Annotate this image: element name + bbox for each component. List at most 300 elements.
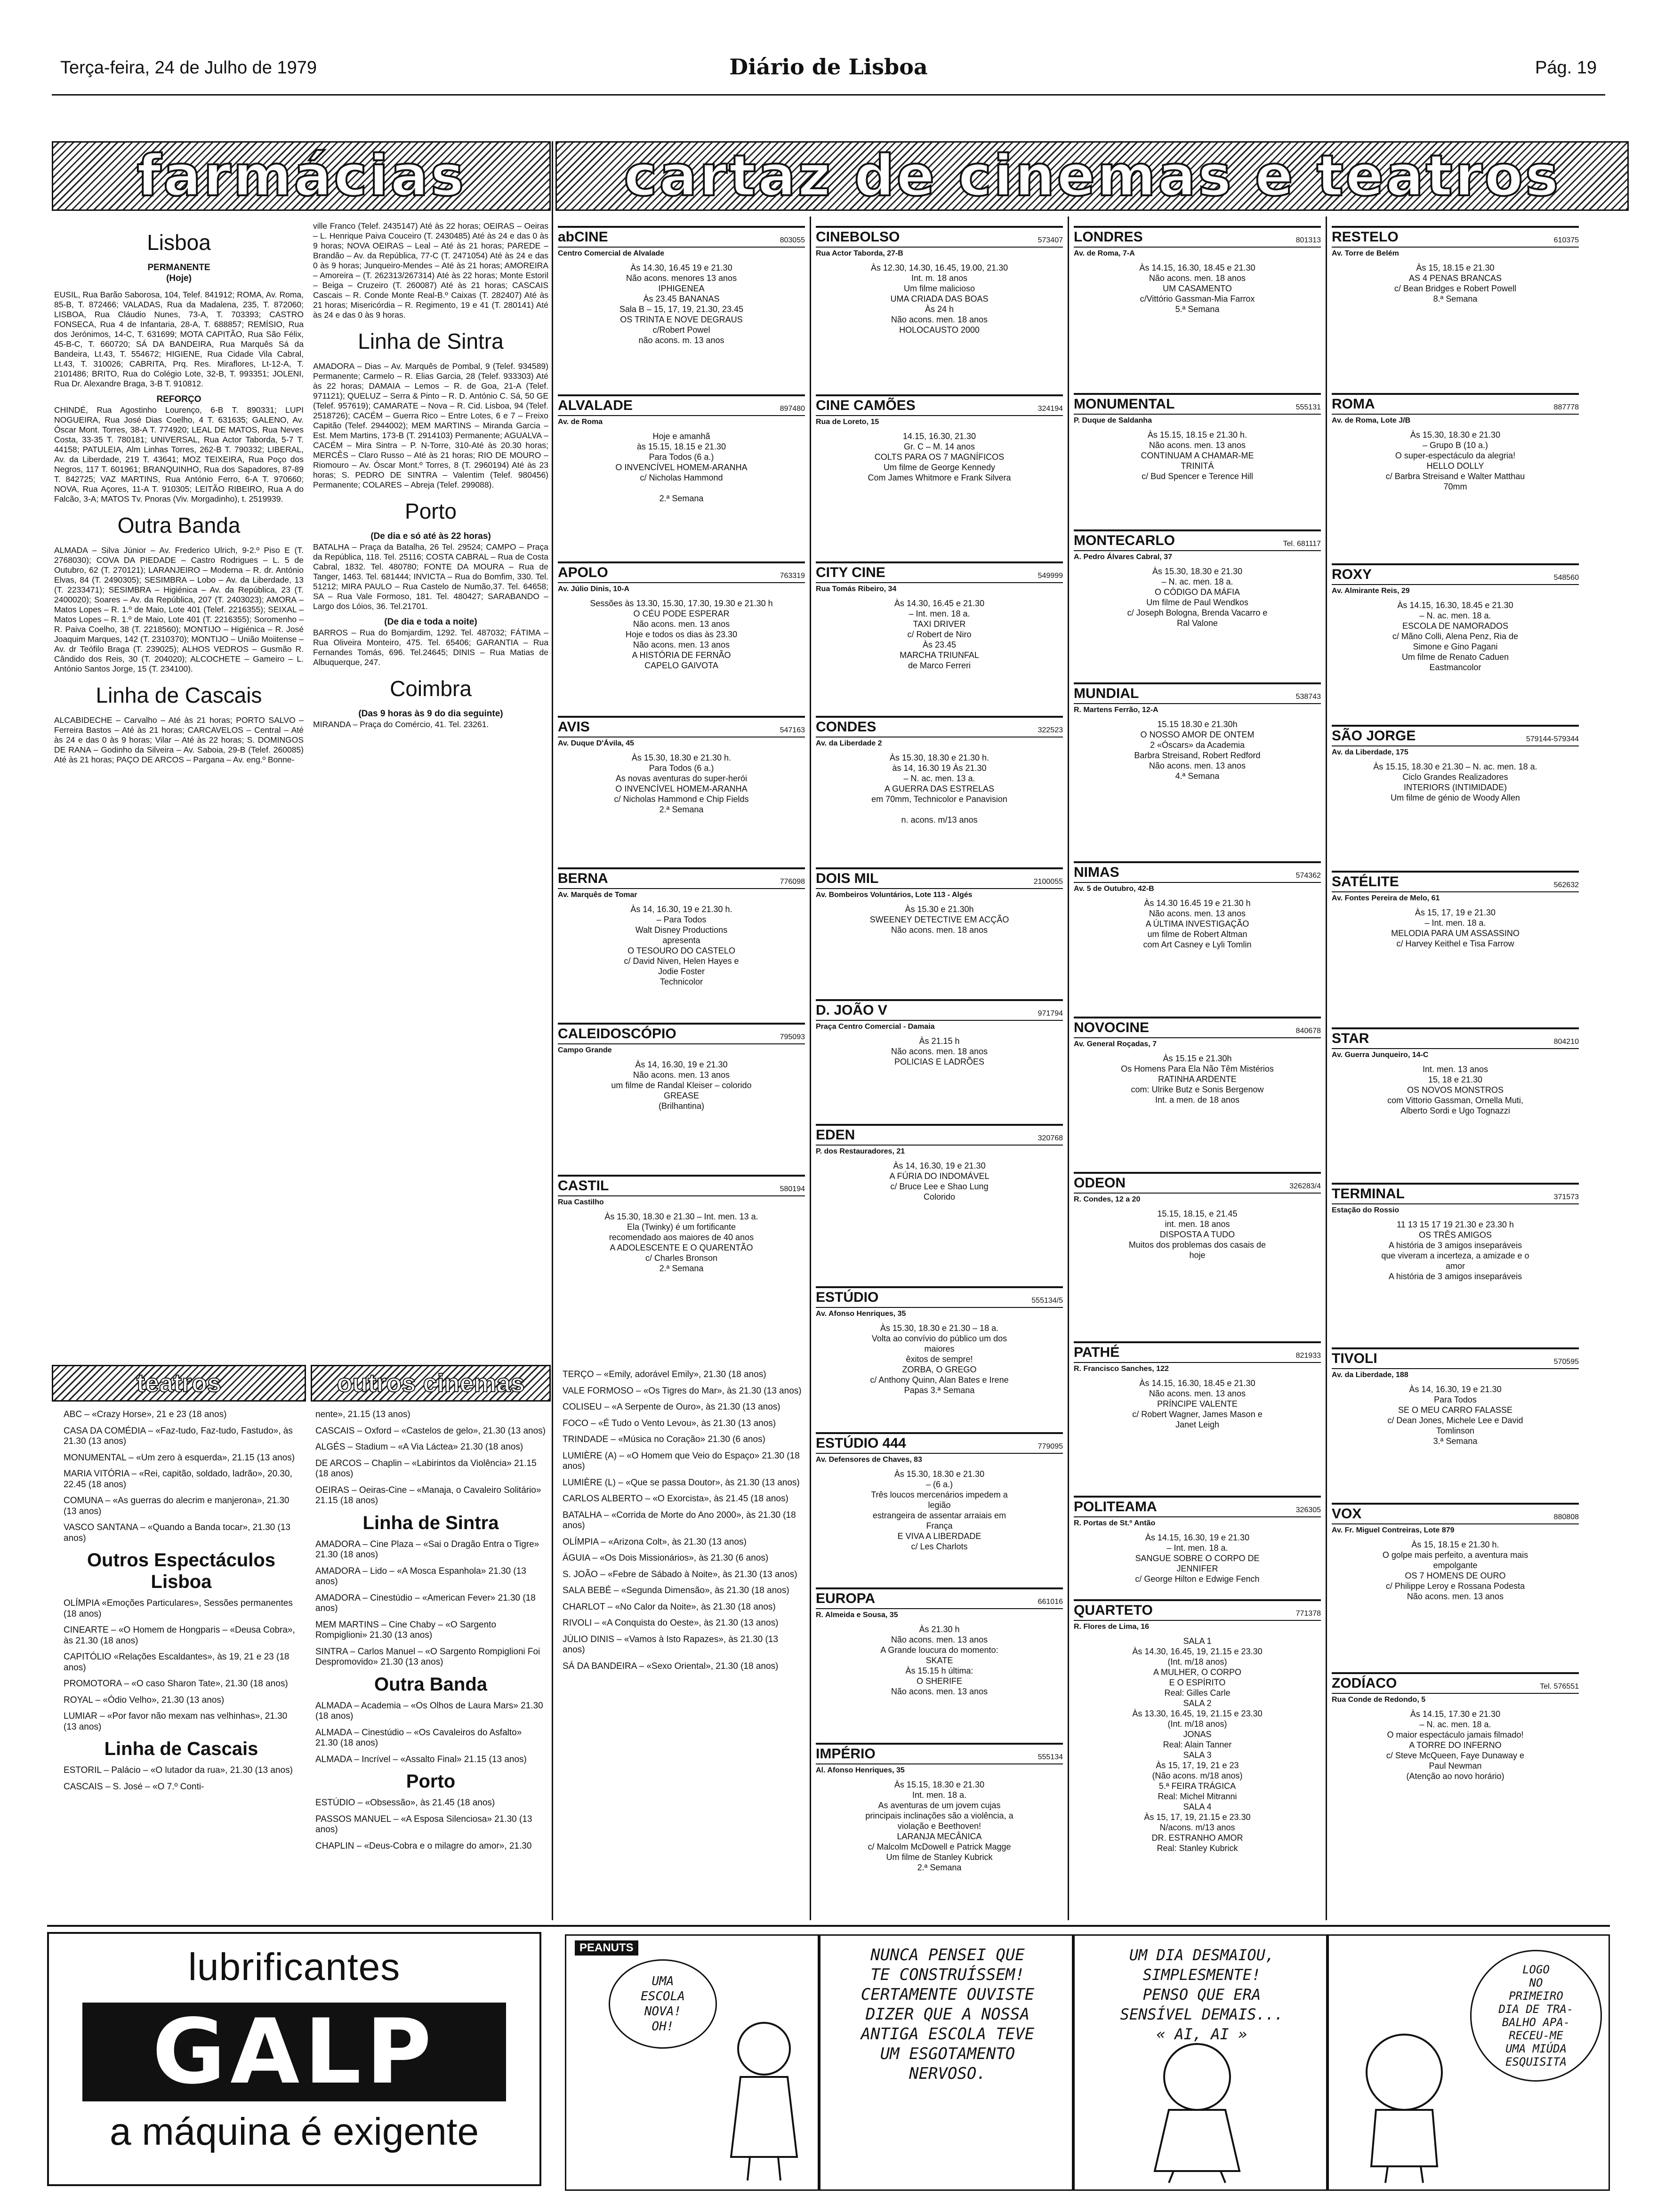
list-item: CARLOS ALBERTO – «O Exorcista», às 21.45 (18 anos) bbox=[563, 1494, 788, 1504]
section-heading: Outros Espectáculos bbox=[87, 1550, 276, 1571]
list-item: ALMADA – Cinestúdio – «Os Cavaleiros do Asfalto» 21.30 (18 anos) bbox=[315, 1727, 522, 1748]
cinema-listing bbox=[816, 1587, 1063, 1743]
pharmacy-list: BATALHA – Praça da Batalha, 26 Tel. 29524; CAMPO – Praça da República, 118. Tel. 25116; COSTA CABRAL – Rua de Costa Cabral, 1832. Tel. 480780; FONTE DA MOURA – Rua de Tanger, 1463. Tel. 681444; INVICTA – Rua do Bomfim, 330. Tel. 51212; MIRA PAULO – Rua Castelo de Numão,37. Tel. 64658; SA – Rua Vale Formoso, 181. Tel. 480427; SARABANDO – Largo dos Lóios, 36. Tel.21701. bbox=[313, 542, 548, 611]
cinema-name: STAR bbox=[1332, 1031, 1369, 1046]
cinema-name: QUARTETO bbox=[1074, 1603, 1153, 1618]
cinema-address: Centro Comercial de Alvalade bbox=[558, 247, 805, 263]
cinema-name: CINEBOLSO bbox=[816, 229, 900, 245]
cinema-name: ESTÚDIO 444 bbox=[816, 1435, 906, 1451]
cinema-name-row bbox=[558, 718, 805, 736]
cinema-address: Av. da Liberdade, 188 bbox=[1332, 1368, 1579, 1384]
cinema-programme: Às 15.15 e 21.30h Os Homens Para Ela Não Têm Mistérios RATINHA ARDENTE com: Ulrike Butz e Sonis Bergenow Int. a men. de 18 anos bbox=[1121, 1054, 1274, 1105]
cinema-listing bbox=[1332, 725, 1579, 871]
cinema-name: POLITEAMA bbox=[1074, 1499, 1157, 1515]
cinema-name: CITY CINE bbox=[816, 565, 885, 580]
cinema-programme: Às 15, 17, 19 e 21.30 – Int. men. 18 a. MELODIA PARA UM ASSASSINO c/ Harvey Keithel e Tisa Farrow bbox=[1391, 908, 1520, 948]
cinema-name-row bbox=[816, 1745, 1063, 1763]
cinema-phone: 795093 bbox=[780, 1033, 805, 1041]
cinema-programme: Às 15.30 e 21.30h SWEENEY DETECTIVE EM ACÇÃO Não acons. men. 18 anos bbox=[869, 905, 1009, 935]
list-item: TERÇO – «Emily, adorável Emily», 21.30 (18 anos) bbox=[563, 1370, 766, 1379]
cinema-address: Estação do Rossio bbox=[1332, 1203, 1579, 1219]
cinema-name-row bbox=[816, 228, 1063, 246]
list-item: FOCO – «É Tudo o Vento Levou», às 21.30 (13 anos) bbox=[563, 1418, 776, 1428]
list-item: ALMADA – Academia – «Os Olhos de Laura Mars» 21.30 (18 anos) bbox=[315, 1700, 543, 1721]
cinema-programme: 15.15, 18.15, e 21.45 int. men. 18 anos DISPOSTA A TUDO Muitos dos problemas dos casais de hoje bbox=[1128, 1209, 1266, 1260]
cinema-listing bbox=[1074, 1496, 1321, 1599]
galp-advertisement bbox=[47, 1932, 541, 2186]
cinema-phone: 322523 bbox=[1038, 726, 1063, 734]
cinema-address: Av. Afonso Henriques, 35 bbox=[816, 1307, 1063, 1323]
list-item: VASCO SANTANA – «Quando a Banda tocar», 21.30 (13 anos) bbox=[64, 1523, 290, 1543]
speech-bubble: UMA ESCOLA NOVA! OH! bbox=[609, 1959, 717, 2049]
cinema-listing bbox=[1332, 1183, 1579, 1347]
cinema-address: Rua Actor Taborda, 27-B bbox=[816, 247, 1063, 263]
cinema-address: Av. Fr. Miguel Contreiras, Lote 879 bbox=[1332, 1523, 1579, 1539]
cinema-name-row bbox=[1332, 1674, 1579, 1692]
cinema-programme: Às 15.15, 18.15 e 21.30 h. Não acons. men. 13 anos CONTINUAM A CHAMAR-ME TRINITÁ c/ Bud Spencer e Terence Hill bbox=[1141, 430, 1254, 481]
cinema-phone: 840678 bbox=[1295, 1027, 1321, 1035]
cinema-phone: 579144-579344 bbox=[1526, 735, 1579, 743]
list-item: ROYAL – «Ódio Velho», 21.30 (13 anos) bbox=[64, 1695, 225, 1705]
cinema-programme: Às 15, 18.15 e 21.30 AS 4 PENAS BRANCAS c/ Bean Bridges e Robert Powell 8.ª Semana bbox=[1394, 263, 1517, 304]
cinema-name-row bbox=[816, 1001, 1063, 1019]
cinema-programme: Às 15.30, 18.30 e 21.30 – (6 a.) Três loucos mercenários impedem a legião estrangeira de assentar arraiais em França E VIVA A LIBERDADE c/ Les Charlots bbox=[871, 1469, 1008, 1551]
cinema-name-row bbox=[816, 1288, 1063, 1306]
cinema-programme: Às 15.30, 18.30 e 21.30 – Grupo B (10 a.) O super-espectáculo da alegria! HELLO DOLLY c/ Barbra Streisand e Walter Matthau 70mm bbox=[1385, 430, 1525, 491]
cinema-phone: 801313 bbox=[1295, 236, 1321, 244]
cinema-phone: 897480 bbox=[780, 405, 805, 413]
cinema-listing bbox=[1332, 1503, 1579, 1672]
cinema-listing bbox=[816, 1743, 1063, 1920]
cinema-listing bbox=[816, 1286, 1063, 1432]
cinema-programme: Às 15.15, 18.30 e 21.30 – N. ac. men. 18 a. Ciclo Grandes Realizadores INTERIORS (INTIMIDADE) Um filme de génio de Woody Allen bbox=[1373, 762, 1537, 802]
cinema-name-row bbox=[816, 1589, 1063, 1607]
cinema-name: CASTIL bbox=[558, 1178, 609, 1194]
cinema-phone: 971794 bbox=[1038, 1010, 1063, 1018]
cinema-programme: SALA 1 Às 14.30, 16.45, 19, 21.15 e 23.30 (Int. m/18 anos) A MULHER, O CORPO E O ESPÍRITO Real: Gilles Carle SALA 2 Às 13.30, 16.45, 19, 21.15 e 23.30 (Int. m/18 anos) JONAS Real: Alain Tanner SALA 3 Às 15, 17, 19, 21 e 23 (Não acons. m/18 anos) 5.ª FEIRA TRÁGICA Real: Michel Mitranni SALA 4 Às 15, 17, 19, 21.15 e 23.30 N/acons. m/13 anos DR. ESTRANHO AMOR Real: Stanley Kubrick bbox=[1132, 1636, 1263, 1853]
cinema-name: MUNDIAL bbox=[1074, 686, 1139, 701]
cinema-listing bbox=[1332, 563, 1579, 725]
cinema-name-row bbox=[1074, 1343, 1321, 1361]
cinema-programme: 14.15, 16.30, 21.30 Gr. C – M. 14 anos COLTS PARA OS 7 MAGNÍFICOS Um filme de George Kennedy Com James Whitmore e Frank Silvera bbox=[868, 432, 1011, 482]
cinema-name: CONDES bbox=[816, 719, 877, 735]
column-rule bbox=[1326, 216, 1327, 1920]
cinema-name: ZODÍACO bbox=[1332, 1675, 1397, 1691]
cinema-name-row bbox=[1332, 395, 1579, 413]
cinema-name-row bbox=[558, 396, 805, 414]
list-item: CASCAIS – Oxford – «Castelos de gelo», 21.30 (13 anos) bbox=[315, 1426, 546, 1436]
cinema-name-row bbox=[1074, 1174, 1321, 1192]
cinema-name-row bbox=[816, 396, 1063, 414]
cinema-phone: 326305 bbox=[1295, 1506, 1321, 1514]
cinema-address: Av. da Liberdade 2 bbox=[816, 737, 1063, 753]
cinema-phone: 887778 bbox=[1553, 403, 1579, 411]
comic-panel-2 bbox=[819, 1934, 1073, 2191]
cinema-name: EUROPA bbox=[816, 1591, 876, 1606]
cinema-address: P. Duque de Saldanha bbox=[1074, 414, 1321, 430]
cinema-name: CINE CAMÕES bbox=[816, 398, 916, 413]
cinema-address: Rua Castilho bbox=[558, 1195, 805, 1211]
list-item: DE ARCOS – Chaplin – «Labirintos da Violência» 21.15 (18 anos) bbox=[315, 1458, 537, 1479]
cinema-name-row bbox=[1332, 1505, 1579, 1523]
list-item: LUMIÈRE (L) – «Que se passa Doutor», às 21.30 (13 anos) bbox=[563, 1477, 800, 1488]
list-item: ESTORIL – Palácio – «O lutador da rua», 21.30 (13 anos) bbox=[64, 1765, 293, 1775]
cinema-name-row bbox=[1074, 531, 1321, 549]
cinema-name: SATÉLITE bbox=[1332, 874, 1399, 890]
cinema-listing bbox=[1074, 1341, 1321, 1496]
cinema-phone: 771378 bbox=[1295, 1610, 1321, 1618]
cinema-programme: Às 15.30, 18.30 e 21.30 – N. ac. men. 18 a. O CÓDIGO DA MÁFIA Um filme de Paul Wendkos c/ Joseph Bologna, Brenda Vacarro e Ral Valone bbox=[1127, 567, 1268, 628]
cinema-name: NIMAS bbox=[1074, 865, 1119, 880]
cinema-address: R. Francisco Sanches, 122 bbox=[1074, 1362, 1321, 1378]
cinema-name: MONTECARLO bbox=[1074, 533, 1175, 548]
cinema-listing bbox=[816, 999, 1063, 1124]
column-rule bbox=[552, 141, 553, 1920]
cinema-programme: Às 14.15, 16.30, 18.45 e 21.30 – N. ac. men. 18 a. ESCOLA DE NAMORADOS c/ Mãno Colli, Alena Penz, Ria de Simone e Gino Pagani Um filme de Renato Caduen Eastmancolor bbox=[1392, 601, 1519, 672]
cinema-address: Av. Almirante Reis, 29 bbox=[1332, 584, 1579, 600]
girl-figure-icon bbox=[1136, 2039, 1258, 2185]
cinema-programme: Às 15, 18.15 e 21.30 h. O golpe mais perfeito, a aventura mais empolgante OS 7 HOMENS DE OURO c/ Philippe Leroy e Rossana Podesta Não acons. men. 13 anos bbox=[1382, 1540, 1528, 1601]
cinema-address: Rua Conde de Redondo, 5 bbox=[1332, 1693, 1579, 1709]
subheading: (De dia e só até às 22 horas) bbox=[370, 531, 491, 541]
cinema-name: D. JOÃO V bbox=[816, 1002, 887, 1018]
list-item: BATALHA – «Corrida de Morte do Ano 2000», às 21.30 (18 anos) bbox=[563, 1510, 796, 1531]
cinema-programme: Às 21.15 h Não acons. men. 18 anos POLICIAS E LADRÕES bbox=[891, 1036, 988, 1066]
cinema-address: Rua Tomás Ribeiro, 34 bbox=[816, 582, 1063, 598]
cinema-listing bbox=[816, 226, 1063, 385]
section-heading: Linha de Cascais bbox=[104, 1739, 258, 1759]
cinema-programme: Às 21.30 h Não acons. men. 13 anos A Grande loucura do momento: SKATE Às 15.15 h última: O SHERIFE Não acons. men. 13 anos bbox=[880, 1625, 998, 1696]
cinema-name-row bbox=[558, 563, 805, 581]
cinema-name-row bbox=[1074, 1018, 1321, 1036]
cinema-name-row bbox=[816, 869, 1063, 887]
cinema-programme: Hoje e amanhã às 15.15, 18.15 e 21.30 Para Todos (6 a.) O INVENCÍVEL HOMEM-ARANHA c/ Nicholas Hammond 2.ª Semana bbox=[615, 432, 748, 503]
cinema-phone: 610375 bbox=[1553, 236, 1579, 244]
cinema-listing bbox=[558, 394, 805, 517]
list-item: MARIA VITÓRIA – «Rei, capitão, soldado, ladrão», 20.30, 22.45 (18 anos) bbox=[64, 1469, 292, 1490]
cinema-phone: 547163 bbox=[780, 726, 805, 734]
cinema-programme: Às 15.30, 18.30 e 21.30 h. Para Todos (6 a.) As novas aventuras do super-herói O INVENCÍVEL HOMEM-ARANHA c/ Nicholas Hammond e Chip Fields 2.ª Semana bbox=[614, 753, 749, 814]
cinema-address: R. Flores de Lima, 16 bbox=[1074, 1620, 1321, 1636]
list-item: PASSOS MANUEL – «A Esposa Silenciosa» 21.30 (13 anos) bbox=[315, 1814, 532, 1835]
cinema-address: Av. Júlio Dinis, 10-A bbox=[558, 582, 805, 598]
list-item: AMADORA – Cine Plaza – «Sai o Dragão Entra o Tigre» 21.30 (18 anos) bbox=[315, 1539, 539, 1560]
other-cinemas-list-2 bbox=[563, 1370, 803, 1920]
cinema-address: Av. General Roçadas, 7 bbox=[1074, 1037, 1321, 1053]
cinema-phone: 763319 bbox=[780, 572, 805, 580]
cinema-phone: 880808 bbox=[1553, 1513, 1579, 1521]
cinema-address: R. Martens Ferrão, 12-A bbox=[1074, 703, 1321, 719]
list-item: VALE FORMOSO – «Os Tigres do Mar», às 21.30 (13 anos) bbox=[563, 1386, 802, 1396]
cinema-address: Av. de Roma bbox=[558, 415, 805, 431]
cinema-phone: 555134 bbox=[1038, 1753, 1063, 1761]
cinema-programme: Às 14, 16.30, 19 e 21.30 h. – Para Todos Walt Disney Productions apresenta O TESOURO DO CASTELO c/ David Niven, Helen Hayes e Jodie Foster Technicolor bbox=[624, 905, 739, 986]
subheading: PERMANENTE bbox=[147, 263, 210, 272]
cinema-programme: Às 14, 16.30, 19 e 21.30 Para Todos SE O MEU CARRO FALASSE c/ Dean Jones, Michele Lee e David Tomlinson 3.ª Semana bbox=[1387, 1385, 1523, 1446]
speech-text: NUNCA PENSEI QUE TE CONSTRUÍSSEM! CERTAMENTE OUVISTE DIZER QUE A NOSSA ANTIGA ESCOLA TEVE UM ESGOTAMENTO NERVOSO. bbox=[861, 1946, 1035, 2083]
list-item: CHAPLIN – «Deus-Cobra e o milagre do amor», 21.30 bbox=[315, 1841, 532, 1851]
cinema-phone: 776098 bbox=[780, 878, 805, 886]
pharmacies-column-1 bbox=[54, 221, 304, 1351]
section-heading: Porto bbox=[405, 499, 457, 523]
cinema-name-row bbox=[1074, 1601, 1321, 1619]
ad-slogan: a máquina é exigente bbox=[109, 2110, 479, 2153]
cinema-listing bbox=[558, 1023, 805, 1175]
cinema-programme: Às 15.15, 18.30 e 21.30 Int. men. 18 a. As aventuras de um jovem cujas principais inclinações são a violência, a violação e Beethoven! LARANJA MECÂNICA c/ Malcolm McDowell e Patrick Magge Um filme de Stanley Kubrick 2.ª Semana bbox=[865, 1780, 1014, 1872]
cinema-programme: Às 14.30, 16.45 e 21.30 – Int. men. 18 a. TAXI DRIVER c/ Robert de Niro Às 23.45 MARCHA TRIUNFAL de Marco Ferreri bbox=[894, 599, 985, 670]
cinema-programme: Às 14.15, 16.30, 18.45 e 21.30 Não acons. men. 18 anos UM CASAMENTO c/Vittório Gassman-Mia Farrox 5.ª Semana bbox=[1139, 263, 1255, 314]
list-item: OLÍMPIA – «Arizona Colt», às 21.30 (13 anos) bbox=[563, 1537, 747, 1547]
list-item: ABC – «Crazy Horse», 21 e 23 (18 anos) bbox=[64, 1410, 227, 1419]
other-cinemas-list-1 bbox=[315, 1410, 546, 1918]
comic-panel-4 bbox=[1327, 1934, 1610, 2191]
cinema-name-row bbox=[1332, 228, 1579, 246]
cinema-phone: 549999 bbox=[1038, 572, 1063, 580]
cinema-name: BERNA bbox=[558, 871, 608, 886]
cinema-name-row bbox=[558, 1025, 805, 1042]
cinema-name: DOIS MIL bbox=[816, 871, 879, 886]
cinema-phone: 324194 bbox=[1038, 405, 1063, 413]
subheading: (De dia e toda a noite) bbox=[384, 617, 477, 627]
cinema-programme: Às 15.30, 18.30 e 21.30 – Int. men. 13 a. Ela (Twinky) é um fortificante recomendado aos maiores de 40 anos A ADOLESCENTE E O QUARENTÃO c/ Charles Bronson 2.ª Semana bbox=[604, 1212, 758, 1273]
list-item: SINTRA – Carlos Manuel – «O Sargento Rompiglioni Foi Despromovido» 21.30 (13 anos) bbox=[315, 1646, 540, 1667]
cinema-address: Av. 5 de Outubro, 42-B bbox=[1074, 882, 1321, 898]
cinema-name-row bbox=[1074, 684, 1321, 702]
cinema-address: P. dos Restauradores, 21 bbox=[816, 1145, 1063, 1161]
cinema-listing bbox=[558, 716, 805, 867]
cinema-phone: 2100055 bbox=[1033, 878, 1063, 886]
cinema-address: Av. Marquês de Tomar bbox=[558, 888, 805, 904]
section-heading: Outra Banda bbox=[374, 1674, 488, 1695]
cinema-phone: 574362 bbox=[1295, 872, 1321, 880]
subheading: (Hoje) bbox=[166, 273, 192, 283]
cinema-programme: Às 12.30, 14.30, 16.45, 19.00, 21.30 Int. m. 18 anos Um filme malicioso UMA CRIADA DAS BOAS Às 24 h Não acons. men. 18 anos HOLOCAUSTO 2000 bbox=[870, 263, 1008, 335]
section-rule bbox=[47, 1925, 1610, 1927]
section-heading: Lisboa bbox=[147, 230, 211, 255]
list-item: MEM MARTINS – Cine Chaby – «O Sargento Rompiglioni» 21.30 (13 anos) bbox=[315, 1619, 497, 1640]
cinema-name-row bbox=[558, 228, 805, 246]
cinema-programme: 11 13 15 17 19 21.30 e 23.30 h OS TRÊS AMIGOS A história de 3 amigos inseparáveis que viveram a incerteza, a amizade e o amor A história de 3 amigos inseparáveis bbox=[1381, 1220, 1529, 1281]
cinema-programme: Às 14, 16.30, 19 e 21.30 A FÚRIA DO INDOMÁVEL c/ Bruce Lee e Shao Lung Colorido bbox=[889, 1161, 989, 1202]
list-item: nente», 21.15 (13 anos) bbox=[315, 1410, 410, 1419]
cinema-name-row bbox=[816, 563, 1063, 581]
cinema-programme: Às 14.30 16.45 19 e 21.30 h Não acons. men. 13 anos A ÚLTIMA INVESTIGAÇÃO um filme de Robert Altman com Art Casney e Lyli Tomlin bbox=[1143, 898, 1252, 949]
cinema-name: MONUMENTAL bbox=[1074, 396, 1175, 412]
speech-bubble: LOGO NO PRIMEIRO DIA DE TRA- BALHO APA- RECEU-ME UMA MIÚDA ESQUISITA bbox=[1470, 1950, 1602, 2082]
list-item: TRINDADE – «Música no Coração» 21.30 (6 anos) bbox=[563, 1435, 765, 1444]
cinema-listing bbox=[1074, 1017, 1321, 1172]
cinema-name: VOX bbox=[1332, 1506, 1362, 1522]
pharmacy-list: EUSIL, Rua Barão Saborosa, 104, Telef. 841912; ROMA, Av. Roma, 85-B, T. 872466; VALADAS, Rua da Madalena, 235, T. 872060; LISBOA, Rua Cláudio Nunes, 73-A, T. 703393; CASTRO FONSECA, Rua 4 de Infantaria, 28-A, T. 688857; REMÍSIO, Rua dos Jerónimos, 14-C, T. 631699; MOTA CAPITÃO, Rua São Félix, 45-B-C, T. 660720; SÁ DA BANDEIRA, Rua Marquês Sá da Bandeira, Lt.43, T. 554672; HIGIENE, Rua Cidade Vila Cabral, Lt.43, T. 310026; CABRITA, Prq. Res. Miraflores, Lt-12-A, T. 2101486; BRITO, Rua do Colégio Lote, 32-B, T. 993351; JOLENI, Rua Dr. Alexandre Braga, 3-B T. 910812. bbox=[54, 290, 304, 388]
cinema-programme: Às 14, 16.30, 19 e 21.30 Não acons. men. 13 anos um filme de Randal Kleiser – colorido GREASE (Brilhantina) bbox=[611, 1060, 752, 1111]
cinema-phone: 320768 bbox=[1038, 1134, 1063, 1142]
cinema-programme: Às 14.15, 16.30, 19 e 21.30 – Int. men. 18 a. SANGUE SOBRE O CORPO DE JENNIFER c/ George Hilton e Edwige Fench bbox=[1135, 1533, 1260, 1584]
list-item: CINEARTE – «O Homem de Hongparis – «Deusa Cobra», às 21.30 (18 anos) bbox=[64, 1625, 295, 1646]
list-item: SALA BEBÉ – «Segunda Dimensão», às 21.30 (18 anos) bbox=[563, 1586, 789, 1595]
cinema-listing bbox=[1332, 1347, 1579, 1503]
cinema-programme: Às 15.30, 18.30 e 21.30 h. às 14, 16.30 19 Às 21.30 – N. ac. men. 13 a. A GUERRA DAS ESTRELAS em 70mm, Technicolor e Panavision n. acons. m/13 anos bbox=[871, 753, 1007, 825]
boy-figure-icon bbox=[1348, 2030, 1461, 2185]
ad-headline: lubrificantes bbox=[188, 1946, 401, 1988]
cinema-address: Av. Defensores de Chaves, 83 bbox=[816, 1453, 1063, 1469]
peanuts-logo: PEANUTS bbox=[575, 1940, 638, 1956]
pharmacy-list: MIRANDA – Praça do Comércio, 41. Tel. 23261. bbox=[313, 720, 489, 729]
cinema-name-row bbox=[1332, 1029, 1579, 1047]
girl-figure-icon bbox=[722, 2016, 806, 2185]
cinema-name-row bbox=[1074, 395, 1321, 413]
column-rule bbox=[1068, 216, 1069, 1920]
cinema-phone: 570595 bbox=[1553, 1358, 1579, 1366]
section-heading: Linha de Sintra bbox=[362, 1512, 499, 1533]
cinema-name-row bbox=[1332, 1185, 1579, 1202]
cinema-name-row bbox=[816, 1126, 1063, 1144]
cinema-programme: Às 14.15, 17.30 e 21.30 – N. ac. men. 18 a. O maior espectáculo jamais filmado! A TORRE DO INFERNO c/ Steve McQueen, Faye Dunaway e Paul Newman (Atenção ao novo horário) bbox=[1386, 1709, 1525, 1781]
masthead: Diário de Lisboa bbox=[729, 54, 928, 80]
section-heading: Linha de Sintra bbox=[358, 329, 504, 353]
cinema-phone: 555131 bbox=[1295, 403, 1321, 411]
other-cinemas-banner bbox=[311, 1365, 551, 1402]
cinema-phone: 573407 bbox=[1038, 236, 1063, 244]
cinema-phone: 548560 bbox=[1553, 574, 1579, 582]
list-item: CHARLOT – «No Calor da Noite», às 21.30 (18 anos) bbox=[563, 1602, 776, 1612]
cinema-name: SÃO JORGE bbox=[1332, 728, 1416, 744]
list-item: CAPITÓLIO «Relações Escaldantes», às 19, 21 e 23 (18 anos) bbox=[64, 1652, 290, 1673]
cinema-name: EDEN bbox=[816, 1127, 855, 1143]
cinema-name: ODEON bbox=[1074, 1175, 1126, 1191]
cinema-name: AVIS bbox=[558, 719, 590, 735]
cinema-name-row bbox=[1332, 873, 1579, 890]
cinema-phone: Tel. 576551 bbox=[1540, 1683, 1579, 1691]
list-item: LUMIAR – «Por favor não mexam nas velhinhas», 21.30 (13 anos) bbox=[64, 1711, 288, 1732]
cinema-listing bbox=[558, 867, 805, 1023]
cinema-name-row bbox=[1332, 1349, 1579, 1367]
list-item: ESTÚDIO – «Obsessão», às 21.45 (18 anos) bbox=[315, 1798, 495, 1808]
section-heading: Coimbra bbox=[390, 676, 472, 701]
cinema-name-row bbox=[816, 1434, 1063, 1452]
cinema-name: ALVALADE bbox=[558, 398, 633, 413]
cinema-name-row bbox=[1074, 1498, 1321, 1515]
subheading: REFORÇO bbox=[156, 394, 201, 404]
cinema-programme: Int. men. 13 anos 15, 18 e 21.30 OS NOVOS MONSTROS com Vittorio Gassman, Ornella Muti, Alberto Sordi e Ugo Tognazzi bbox=[1387, 1065, 1523, 1115]
speech-text: UM DIA DESMAIOU, SIMPLESMENTE! PENSO QUE ERA SENSÍVEL DEMAIS... « AI, AI » bbox=[1120, 1946, 1284, 2043]
cinema-name: ROXY bbox=[1332, 567, 1372, 582]
cinema-listing bbox=[816, 1432, 1063, 1587]
cinema-name: TERMINAL bbox=[1332, 1186, 1405, 1202]
cinema-address: Av. Guerra Junqueiro, 14-C bbox=[1332, 1048, 1579, 1064]
comic-panel-1 bbox=[565, 1934, 819, 2191]
cinema-name-row bbox=[558, 869, 805, 887]
cinema-name: RESTELO bbox=[1332, 229, 1399, 245]
issue-date: Terça-feira, 24 de Julho de 1979 bbox=[60, 58, 317, 78]
cinema-listing bbox=[816, 561, 1063, 716]
cinema-name: abCINE bbox=[558, 229, 608, 245]
cinema-address: Praça Centro Comercial - Damaia bbox=[816, 1020, 1063, 1036]
theatres-banner bbox=[52, 1365, 306, 1402]
list-item: LUMIÈRE (A) – «O Homem que Veio do Espaço» 21.30 (18 anos) bbox=[563, 1451, 800, 1471]
cinema-address: R. Almeida e Sousa, 35 bbox=[816, 1608, 1063, 1624]
cinema-listing bbox=[816, 394, 1063, 561]
cinema-phone: Tel. 681117 bbox=[1283, 540, 1321, 548]
cinema-listing bbox=[1332, 226, 1579, 393]
cinemas-banner bbox=[555, 141, 1629, 211]
list-item: ÁGUIA – «Os Dois Missionários», às 21.30 (6 anos) bbox=[563, 1553, 769, 1563]
cinema-address: Rua de Loreto, 15 bbox=[816, 415, 1063, 431]
cinema-programme: Sessões às 13.30, 15.30, 17.30, 19.30 e 21.30 h O CÉU PODE ESPERAR Não acons. men. 13 anos Hoje e todos os dias às 23.30 Não acons. men. 13 anos A HISTÓRIA DE FERNÃO CAPELO GAIVOTA bbox=[590, 599, 773, 670]
cinema-address: R. Portas de St.º Antão bbox=[1074, 1516, 1321, 1532]
theatres-title: teatros bbox=[136, 1369, 222, 1397]
cinema-name-row bbox=[1074, 228, 1321, 246]
cinema-phone: 821933 bbox=[1295, 1352, 1321, 1360]
cinema-name-row bbox=[558, 1177, 805, 1194]
cinema-address: Av. da Liberdade, 175 bbox=[1332, 745, 1579, 761]
list-item: PROMOTORA – «O caso Sharon Tate», 21.30 (18 anos) bbox=[64, 1679, 288, 1689]
comic-panel-3 bbox=[1073, 1934, 1327, 2191]
cinema-address: Av. Bombeiros Voluntários, Lote 113 - Algés bbox=[816, 888, 1063, 904]
cinema-listing bbox=[1074, 226, 1321, 393]
pharmacies-column-2 bbox=[313, 221, 548, 1351]
cinema-name-row bbox=[1332, 727, 1579, 745]
cinema-name-row bbox=[1332, 565, 1579, 583]
list-item: ALMADA – Incrível – «Assalto Final» 21.15 (13 anos) bbox=[315, 1754, 527, 1764]
cinema-address: Av. Duque D'Ávila, 45 bbox=[558, 737, 805, 753]
cinema-phone: 326283/4 bbox=[1289, 1182, 1321, 1190]
cinema-address: Av. de Roma, Lote J/B bbox=[1332, 414, 1579, 430]
cinema-phone: 779095 bbox=[1038, 1443, 1063, 1451]
cinema-address: R. Condes, 12 a 20 bbox=[1074, 1193, 1321, 1209]
cinema-listing bbox=[1332, 871, 1579, 1027]
page-number: Pág. 19 bbox=[1535, 58, 1597, 78]
cinema-programme: Às 15.30, 18.30 e 21.30 – 18 a. Volta ao convívio do público um dos maiores êxitos de sempre! ZORBA, O GREGO c/ Anthony Quinn, Alan Bates e Irene Papas 3.ª Semana bbox=[870, 1323, 1009, 1395]
cinemas-title: cartaz de cinemas e teatros bbox=[624, 143, 1560, 209]
cinema-phone: 803055 bbox=[780, 236, 805, 244]
cinema-name-row bbox=[816, 718, 1063, 736]
other-cinemas-title: outros cinemas bbox=[337, 1369, 525, 1397]
section-heading: Lisboa bbox=[151, 1571, 212, 1592]
cinema-listing bbox=[1074, 393, 1321, 529]
cinema-listing bbox=[816, 1124, 1063, 1286]
cinema-name: NOVOCINE bbox=[1074, 1020, 1150, 1035]
list-item: MONUMENTAL – «Um zero à esquerda», 21.15 (13 anos) bbox=[64, 1452, 295, 1463]
pharmacy-list: CHINDÉ, Rua Agostinho Lourenço, 6-B T. 890331; LUPI NOGUEIRA, Rua José Dias Coelho, 4 T. 631635; GALENO, Av. Óscar Mont. Torres, 38-A T. 774920; LEAL DE MATOS, Rua Neves Costa, 33-35 T. 780181; UNIVERSAL, Rua Actor Taborda, 5-7 T. 44158; PATULEIA, Alm Linhas Torres, 262-B T. 790332; LIBERAL, Av. da Liberdade, 219 T. 43641; MOZ TEIXEIRA, Rua Poço dos Negros, 117 T. 601961; BRANQUINHO, Rua dos Sapadores, 87-89 T. 842725; VAZ MARTINS, Rua António Ferro, 6-A T. 970660; NOVA, Rua Açores, 11-A T. 910305; LEITÃO RIBEIRO, Rua A do Falcão, 3-A; MATOS Tv. Pnoras (Viv. Morgadinho), t. 2519939. bbox=[54, 405, 304, 504]
cinema-name: ROMA bbox=[1332, 396, 1375, 412]
pharmacy-list: AMADORA – Dias – Av. Marquês de Pombal, 9 (Telef. 934589) Permanente; Carmelo – R. Elias Garcia, 28 (Telef. 933303) Até às 22 horas; DAMAIA – Lemos – R. de Goa, 21-A (Telef. 971121); QUELUZ – Serra & Pinto – R. D. António C. Sá, 50 GE (Telef. 957619); CAMARATE – Nova – R. Cid. Lisboa, 94 (Telef. 2518726); CACÉM – Guerra Rico – Entre Lotes, 6 e 7 – Freixo Capitão (Telef. 2944002); MEM MARTINS – Miranda Garcia – Est. Mem Martins, 173-B (T. 2914103) Permanente; AGUALVA – CACÉM – Mira Sintra – P. N-Torre, 310-Até às 20.30 horas; MERCÊS – Claro Russo – Até às 21 horas; RIO DE MOURO – Riomouro – Av. Óscar Mont.º Torres, 8 (T. 2960194) Até às 23 horas; S. PEDRO DE SINTRA – Valentim (Telef. 980456) Permanente; COLARES – Abreja (Telef. 299088). bbox=[313, 361, 548, 489]
cinema-phone: 562632 bbox=[1553, 881, 1579, 889]
cinema-phone: 555134/5 bbox=[1031, 1297, 1063, 1305]
cinema-address: Av. Torre de Belém bbox=[1332, 247, 1579, 263]
cinema-address: Av. Fontes Pereira de Melo, 61 bbox=[1332, 891, 1579, 907]
cinema-name: TIVOLI bbox=[1332, 1351, 1377, 1366]
cinema-listing bbox=[1074, 861, 1321, 1017]
page-header bbox=[60, 54, 1597, 92]
cinema-programme: 15.15 18.30 e 21.30h O NOSSO AMOR DE ONTEM 2 «Óscars» da Academia Barbra Streisand, Robert Redford Não acons. men. 13 anos 4.ª Semana bbox=[1134, 720, 1261, 781]
list-item: OEIRAS – Oeiras-Cine – «Manaja, o Cavaleiro Solitário» 21.15 (18 anos) bbox=[315, 1485, 541, 1506]
cinema-phone: 804210 bbox=[1553, 1038, 1579, 1046]
cinema-phone: 661016 bbox=[1038, 1598, 1063, 1606]
list-item: AMADORA – Cinestúdio – «American Fever» 21.30 (18 anos) bbox=[315, 1593, 536, 1613]
cinema-name: ESTÚDIO bbox=[816, 1290, 879, 1305]
cinema-name: PATHÉ bbox=[1074, 1345, 1120, 1360]
cinema-listing bbox=[1074, 529, 1321, 682]
theatres-list bbox=[64, 1410, 299, 1918]
cinema-name-row bbox=[1074, 863, 1321, 881]
cinema-address: Al. Afonso Henriques, 35 bbox=[816, 1763, 1063, 1779]
cinema-listing bbox=[1332, 1672, 1579, 1920]
section-heading: Porto bbox=[406, 1771, 456, 1792]
list-item: SÁ DA BANDEIRA – «Sexo Oriental», 21.30 (18 anos) bbox=[563, 1661, 779, 1671]
cinema-name: CALEIDOSCÓPIO bbox=[558, 1026, 676, 1042]
list-item: RIVOLI – «A Conquista do Oeste», às 21.30 (13 anos) bbox=[563, 1618, 779, 1628]
cinema-listing bbox=[1074, 1599, 1321, 1920]
